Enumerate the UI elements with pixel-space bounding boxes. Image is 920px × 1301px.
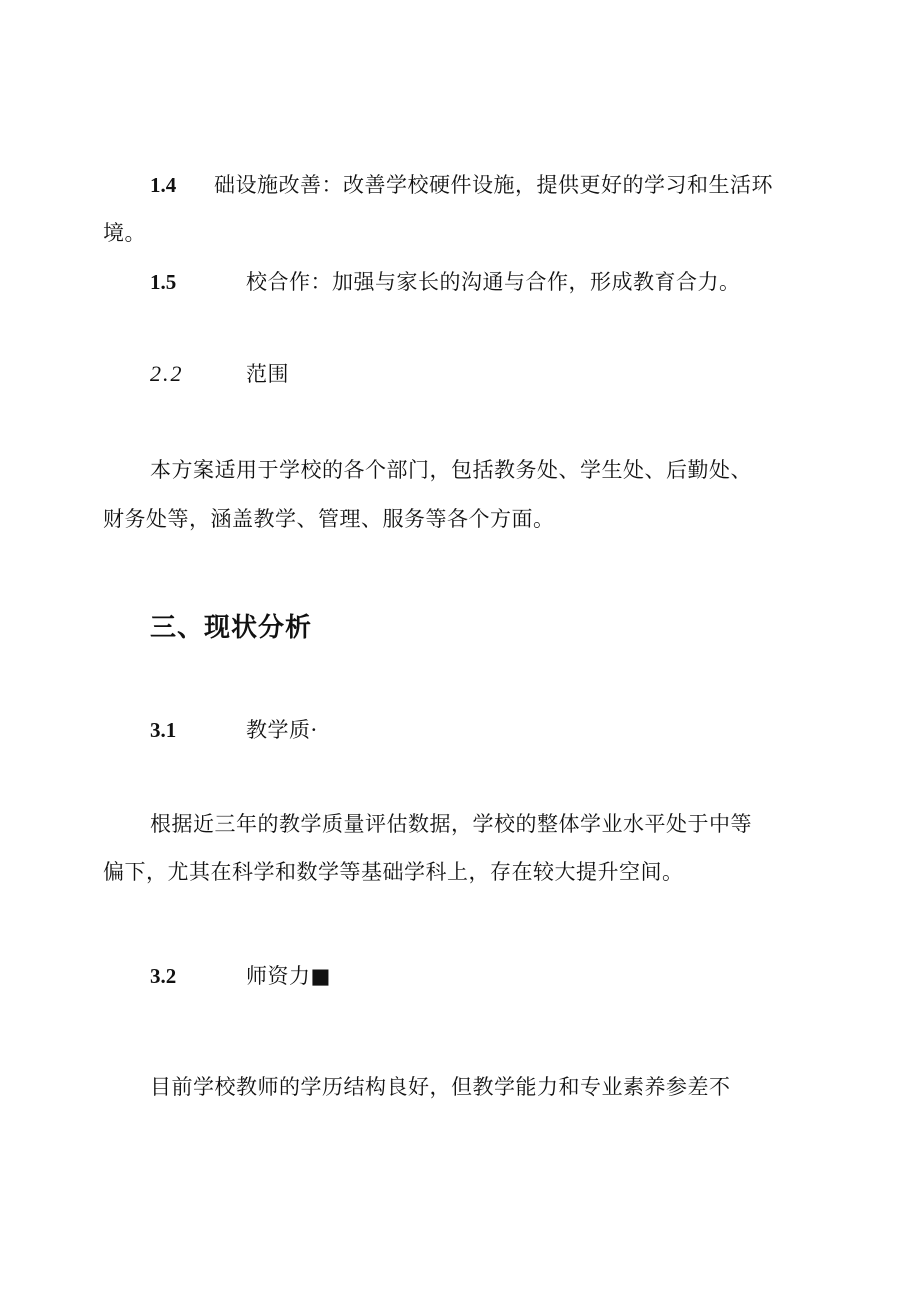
- section-3-1-paragraph-line1: 根据近三年的教学质量评估数据，学校的整体学业水平处于中等: [150, 812, 752, 836]
- section-2-2-title: 范围: [246, 362, 289, 386]
- section-3-2-title: 师资力■: [246, 964, 331, 988]
- section-3-2-paragraph-line1: 目前学校教师的学历结构良好，但教学能力和专业素养参差不: [150, 1075, 731, 1099]
- section-2-2-paragraph-line2: 财务处等，涵盖教学、管理、服务等各个方面。: [103, 507, 555, 531]
- section-3-1-title: 教学质·: [246, 718, 318, 742]
- section-3-2-number: 3.2: [150, 964, 177, 988]
- chapter-3-heading: 三、现状分析: [150, 613, 313, 643]
- item-1-4-number: 1.4: [150, 173, 177, 197]
- section-2-2-paragraph-line1: 本方案适用于学校的各个部门，包括教务处、学生处、后勤处、: [150, 458, 752, 482]
- item-1-5-number: 1.5: [150, 270, 177, 294]
- section-2-2-number: 2.2: [150, 361, 184, 386]
- item-1-5-text: 校合作：加强与家长的沟通与合作，形成教育合力。: [246, 270, 741, 294]
- section-3-1-paragraph-line2: 偏下，尤其在科学和数学等基础学科上，存在较大提升空间。: [103, 860, 684, 884]
- section-3-1-number: 3.1: [150, 718, 177, 742]
- item-1-4-text-line1: 础设施改善：改善学校硬件设施，提供更好的学习和生活环: [214, 173, 773, 197]
- item-1-4-text-line2: 境。: [103, 221, 146, 245]
